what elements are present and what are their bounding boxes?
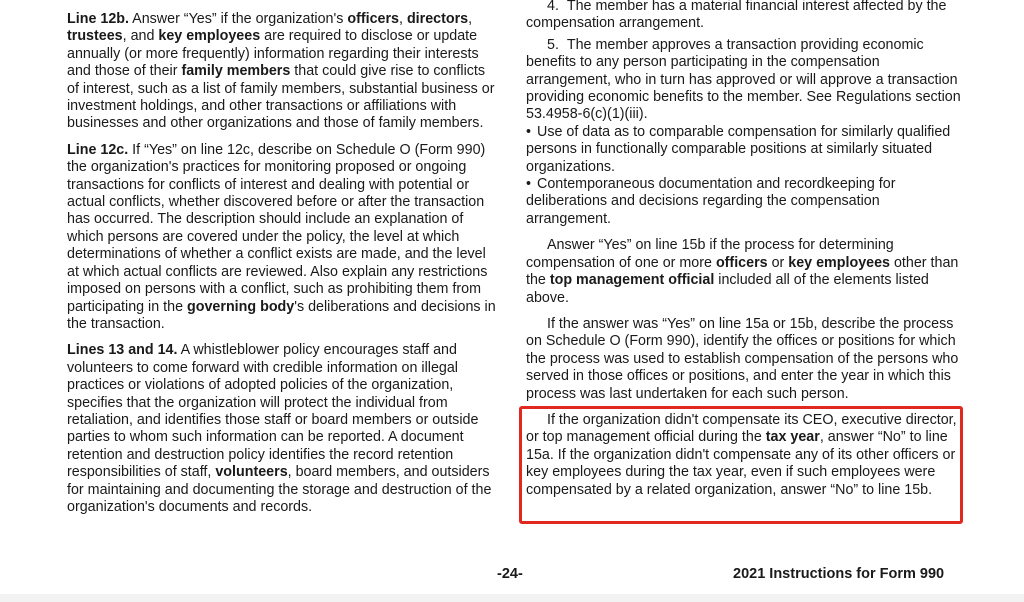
term-officers: officers bbox=[347, 11, 399, 27]
answer-yes-15b-paragraph bbox=[526, 237, 961, 307]
text-run: are required to disclose or update annually (or more frequently) information regarding their interests and those of their bbox=[67, 28, 479, 80]
bullet-comparable-data: • Use of data as to comparable compensation for similarly qualified persons in functionally comparable positions at similarly situated organizations. bbox=[526, 124, 961, 176]
page-number: -24- bbox=[497, 566, 523, 582]
bullet-contemporaneous-docs: • Contemporaneous documentation and recordkeeping for deliberations and decisions regarding the compensation arrangement. bbox=[526, 176, 961, 228]
form-title: 2021 Instructions for Form 990 bbox=[733, 566, 945, 582]
text-run: , board members, and outsiders for maintaining and documenting the storage and destruction of the organization's documents and records. bbox=[67, 464, 492, 515]
text-run: , and bbox=[122, 28, 159, 45]
left-column bbox=[67, 11, 499, 525]
term-volunteers: volunteers bbox=[215, 464, 288, 481]
text-run: If “Yes” on line 12c, describe on Schedule O (Form 990) the organization's practices for monitoring proposed or ongoing transactions for conflicts of interest and dealing with potential or actual conflicts, whether discovered before or after the transaction has occurred. The description should include an explanation of which persons are covered under the policy, the level at which determinations of whether a conflict exists are made, and the level at which actual conflicts are reviewed. Also explain any restrictions imposed on persons with a conflict, such as prohibiting them from participating in the bbox=[67, 141, 488, 315]
text-run: included all of the elements listed above. bbox=[526, 272, 929, 306]
term-directors: directors bbox=[406, 11, 469, 27]
item-4-paragraph: 4. The member has a material financial interest affected by the compensation arrangement. bbox=[526, 0, 947, 32]
text-run: A whistleblower policy encourages staff and volunteers to come forward with credible information on illegal practices or violations of adopted policies of the organization, specifies that the organization will protect the individual from retaliation, and identifies those staff or board members or outside parties to whom such information can be reported. A document retention and destruction policy identifies the record retention responsibilities of staff, bbox=[67, 342, 479, 481]
if-yes-paragraph: If the answer was “Yes” on line 15a or 15b, describe the process on Schedule O (Form 990), identify the offices or positions for which the process was used to establish compensation of the persons who served in those offices or positions, and enter the year in which this process was last undertaken for each such person. bbox=[526, 315, 959, 402]
lines-13-14-label: Lines 13 and 14. bbox=[67, 342, 178, 359]
item-5-paragraph: 5. The member approves a transaction providing economic benefits to any person participating in the compensation arrangement, who in turn has approved or will approve a transaction providing economic benefits to the member. See Regulations section 53.4958-6(c)(1)(iii). bbox=[526, 36, 961, 123]
term-family-members: family members bbox=[181, 63, 291, 80]
bottom-edge bbox=[0, 594, 1024, 602]
text-run: 's deliberations and decisions in the transaction. bbox=[67, 298, 496, 332]
term-key-employees: key employees bbox=[788, 254, 890, 271]
text-run: , bbox=[399, 11, 407, 27]
term-governing-body: governing body bbox=[187, 298, 295, 315]
term-top-management-official: top management official bbox=[549, 272, 715, 289]
line-12c-paragraph bbox=[67, 142, 499, 333]
red-highlight-box bbox=[519, 406, 963, 524]
text-run: If the organization didn't compensate its CEO, executive director, or top management official during the bbox=[526, 411, 957, 446]
term-trustees: trustees bbox=[67, 28, 123, 45]
text-run: Answer “Yes” if the organization's bbox=[128, 11, 348, 27]
term-officers: officers bbox=[715, 254, 768, 271]
term-key-employees: key employees bbox=[158, 28, 261, 45]
text-run: , bbox=[468, 11, 473, 27]
line-12b-paragraph bbox=[67, 11, 499, 133]
text-run: that could give rise to conflicts of interest, such as a list of family members, substantial business or investment holdings, and other transactions or affiliations with businesses and other organizations and those of family members. bbox=[67, 63, 495, 132]
term-tax-year: tax year bbox=[765, 429, 820, 446]
line-12b-label: Line 12b. bbox=[67, 11, 129, 27]
text-run: , answer “No” to line 15a. If the organization didn't compensate any of its other officers or key employees during the tax year, even if such employees were compensated by a related organization, answer “No” to line 15b. bbox=[526, 429, 956, 498]
lines-13-14-paragraph bbox=[67, 342, 499, 516]
line-12c-label: Line 12c. bbox=[67, 141, 129, 158]
text-run: other than the bbox=[526, 254, 959, 289]
text-run: or bbox=[767, 254, 789, 271]
text-run: Answer “Yes” on line 15b if the process for determining compensation of one or more bbox=[526, 237, 894, 271]
